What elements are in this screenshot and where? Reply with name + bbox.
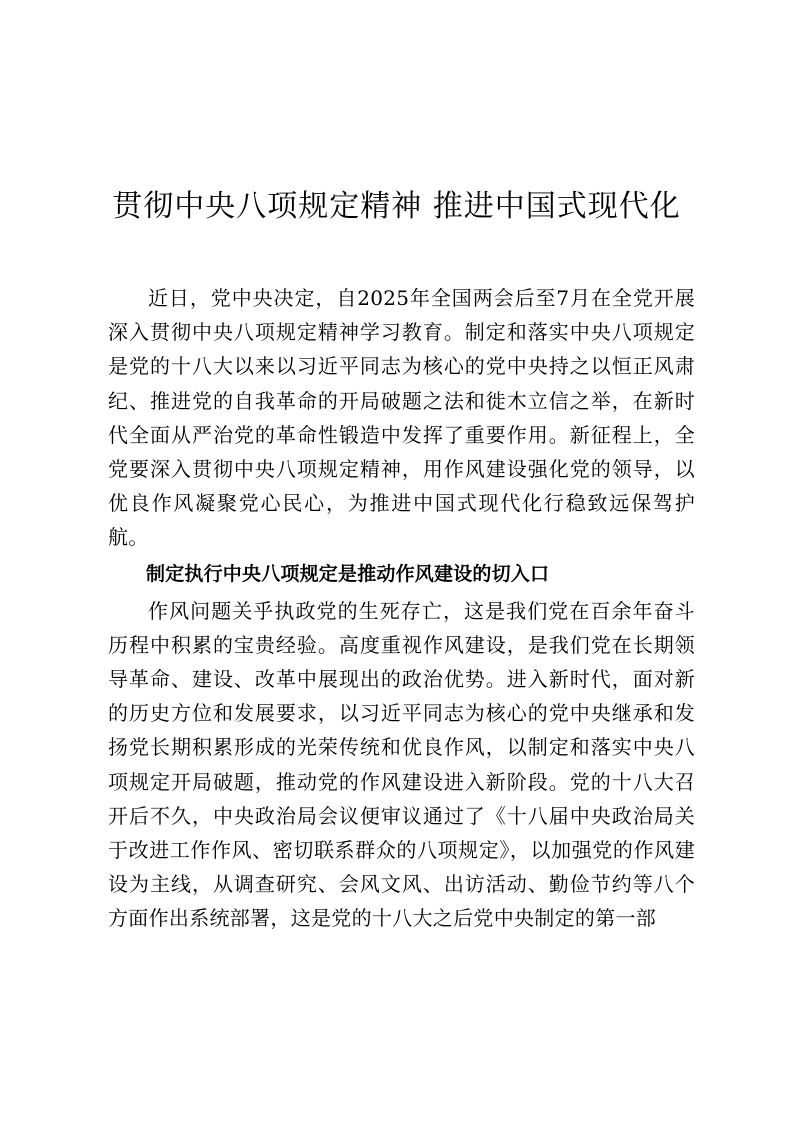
intro-paragraph: 近日，党中央决定，自2025年全国两会后至7月在全党开展深入贯彻中央八项规定精神学习教育。制定和落实中央八项规定是党的十八大以来以习近平同志为核心的党中央持之以恒正风肃纪、推进党的自我革命的开局破题之法和徙木立信之举，在新时代全面从严治党的革命性锻造中发挥了重要作用。新征程上，全党要深入贯彻中央八项规定精神，用作风建设强化党的领导，以优良作风凝聚党心民心，为推进中国式现代化行稳致远保驾护航。	[108, 286, 695, 550]
section-heading: 制定执行中央八项规定是推动作风建设的切入口	[146, 562, 550, 585]
section-paragraph: 作风问题关乎执政党的生死存亡，这是我们党在百余年奋斗历程中积累的宝贵经验。高度重视作风建设，是我们党在长期领导革命、建设、改革中展现出的政治优势。进入新时代，面对新的历史方位和发展要求，以习近平同志为核心的党中央继承和发扬党长期积累形成的光荣传统和优良作风，以制定和落实中央八项规定开局破题，推动党的作风建设进入新阶段。党的十八大召开后不久，中央政治局会议便审议通过了《十八届中央政治局关于改进工作作风、密切联系群众的八项规定》，以加强党的作风建设为主线，从调查研究、会风文风、出访活动、勤俭节约等八个方面作出系统部署，这是党的十八大之后党中央制定的第一部	[108, 598, 695, 931]
document-body	[108, 281, 695, 936]
document-title: 贯彻中央八项规定精神 推进中国式现代化	[112, 189, 681, 224]
